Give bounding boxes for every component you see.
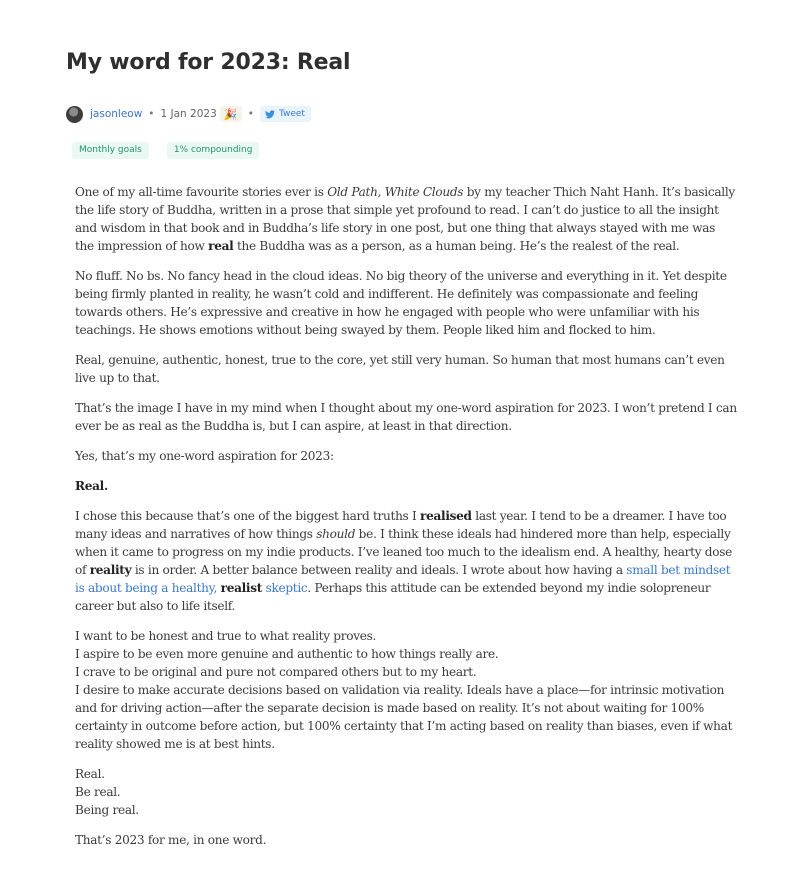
text: . Perhaps this attitude can be extended beyond my indie solopreneur career but also to life itself. [75, 581, 711, 613]
meta-separator: • [247, 108, 254, 120]
avatar[interactable] [66, 106, 83, 123]
text-line: Being real. [75, 803, 139, 817]
author-link[interactable]: jasonleow [90, 108, 143, 120]
party-popper-icon[interactable]: 🎉 [220, 106, 242, 122]
emphasis: reality [89, 563, 132, 577]
text-line: I want to be honest and true to what reality proves. [75, 629, 377, 643]
post-title: My word for 2023: Real [66, 50, 351, 75]
paragraph: That’s the image I have in my mind when I thought about my one-word aspiration for 2023. I won’t pretend I can ever be as real as the Buddha is, but I can aspire, at least in that direction. [75, 401, 737, 433]
text: One of my all-time favourite stories ever is [75, 185, 328, 199]
paragraph: Real, genuine, authentic, honest, true to the core, yet still very human. So human that most humans can’t even live up to that. [75, 353, 725, 385]
paragraph: No fluff. No bs. No fancy head in the cloud ideas. No big theory of the universe and everything in it. Yet despite being firmly planted in reality, he wasn’t cold and indifferent. He definitely was compassionate and feeling towards others. He’s expressive and creative in how he engaged with people who were unfamiliar with his teachings. He shows emotions without being swayed by them. People liked him and flocked to him. [75, 269, 727, 337]
link-text: small bet mindset is about being a healthy, [75, 563, 731, 595]
tweet-button[interactable] [260, 106, 311, 122]
text-line: I aspire to be even more genuine and authentic to how things really are. [75, 647, 499, 661]
text: is in order. A better balance between reality and ideals. I wrote about how having a [131, 563, 627, 577]
emphasis: realised [420, 509, 472, 523]
text: I chose this because that’s one of the biggest hard truths I [75, 509, 421, 523]
text: be. I think these ideals had hindered more than help, especially when it came to progress on my indie products. I’ve leaned too much to the idealism end. A healthy, hearty dose of [75, 527, 732, 577]
post-meta [66, 105, 311, 123]
emphasis: Real. [75, 479, 108, 493]
book-title: Old Path, White Clouds [327, 185, 464, 199]
paragraph [75, 627, 737, 753]
text-line: I crave to be original and pure not compared others but to my heart. [75, 665, 477, 679]
paragraph [75, 765, 737, 819]
tag-list [72, 142, 277, 159]
tag-compounding[interactable]: 1% compounding [167, 142, 260, 159]
text-line: Be real. [75, 785, 121, 799]
link-text: skeptic [262, 581, 308, 595]
meta-separator: • [148, 108, 155, 120]
emphasis: should [316, 527, 356, 541]
text-line: I desire to make accurate decisions based on validation via reality. Ideals have a place—for intrinsic motivation and for driving action—after the separate decision is made based on reality. It’s not about waiting for 100% certainty in outcome before action, but 100% certainty that I’m acting based on reality than biases, even if what reality showed me is at best hints. [75, 683, 733, 751]
link-emphasis: realist [220, 581, 263, 595]
text: the Buddha was as a person, as a human being. He’s the realest of the real. [233, 239, 680, 253]
post-body [75, 183, 737, 861]
text: by my teacher Thich Naht Hanh. It’s basically the life story of Buddha, written in a prose that simple yet profound to read. I can’t do justice to all the insight and wisdom in that book and in Buddha’s life story in one post, but one thing that always stayed with me was the impression of how [75, 185, 735, 253]
paragraph: Yes, that’s my one-word aspiration for 2023: [75, 449, 334, 463]
tag-monthly-goals[interactable]: Monthly goals [72, 142, 149, 159]
paragraph [75, 183, 737, 255]
text: last year. I tend to be a dreamer. I have too many ideas and narratives of how things [75, 509, 727, 541]
tweet-label: Tweet [278, 109, 305, 119]
twitter-bird-icon [265, 110, 275, 119]
text-line: Real. [75, 767, 105, 781]
paragraph [75, 477, 737, 495]
emphasis: real [208, 239, 234, 253]
post-date: 1 Jan 2023 [160, 108, 217, 120]
paragraph [75, 507, 737, 615]
paragraph: That’s 2023 for me, in one word. [75, 833, 267, 847]
